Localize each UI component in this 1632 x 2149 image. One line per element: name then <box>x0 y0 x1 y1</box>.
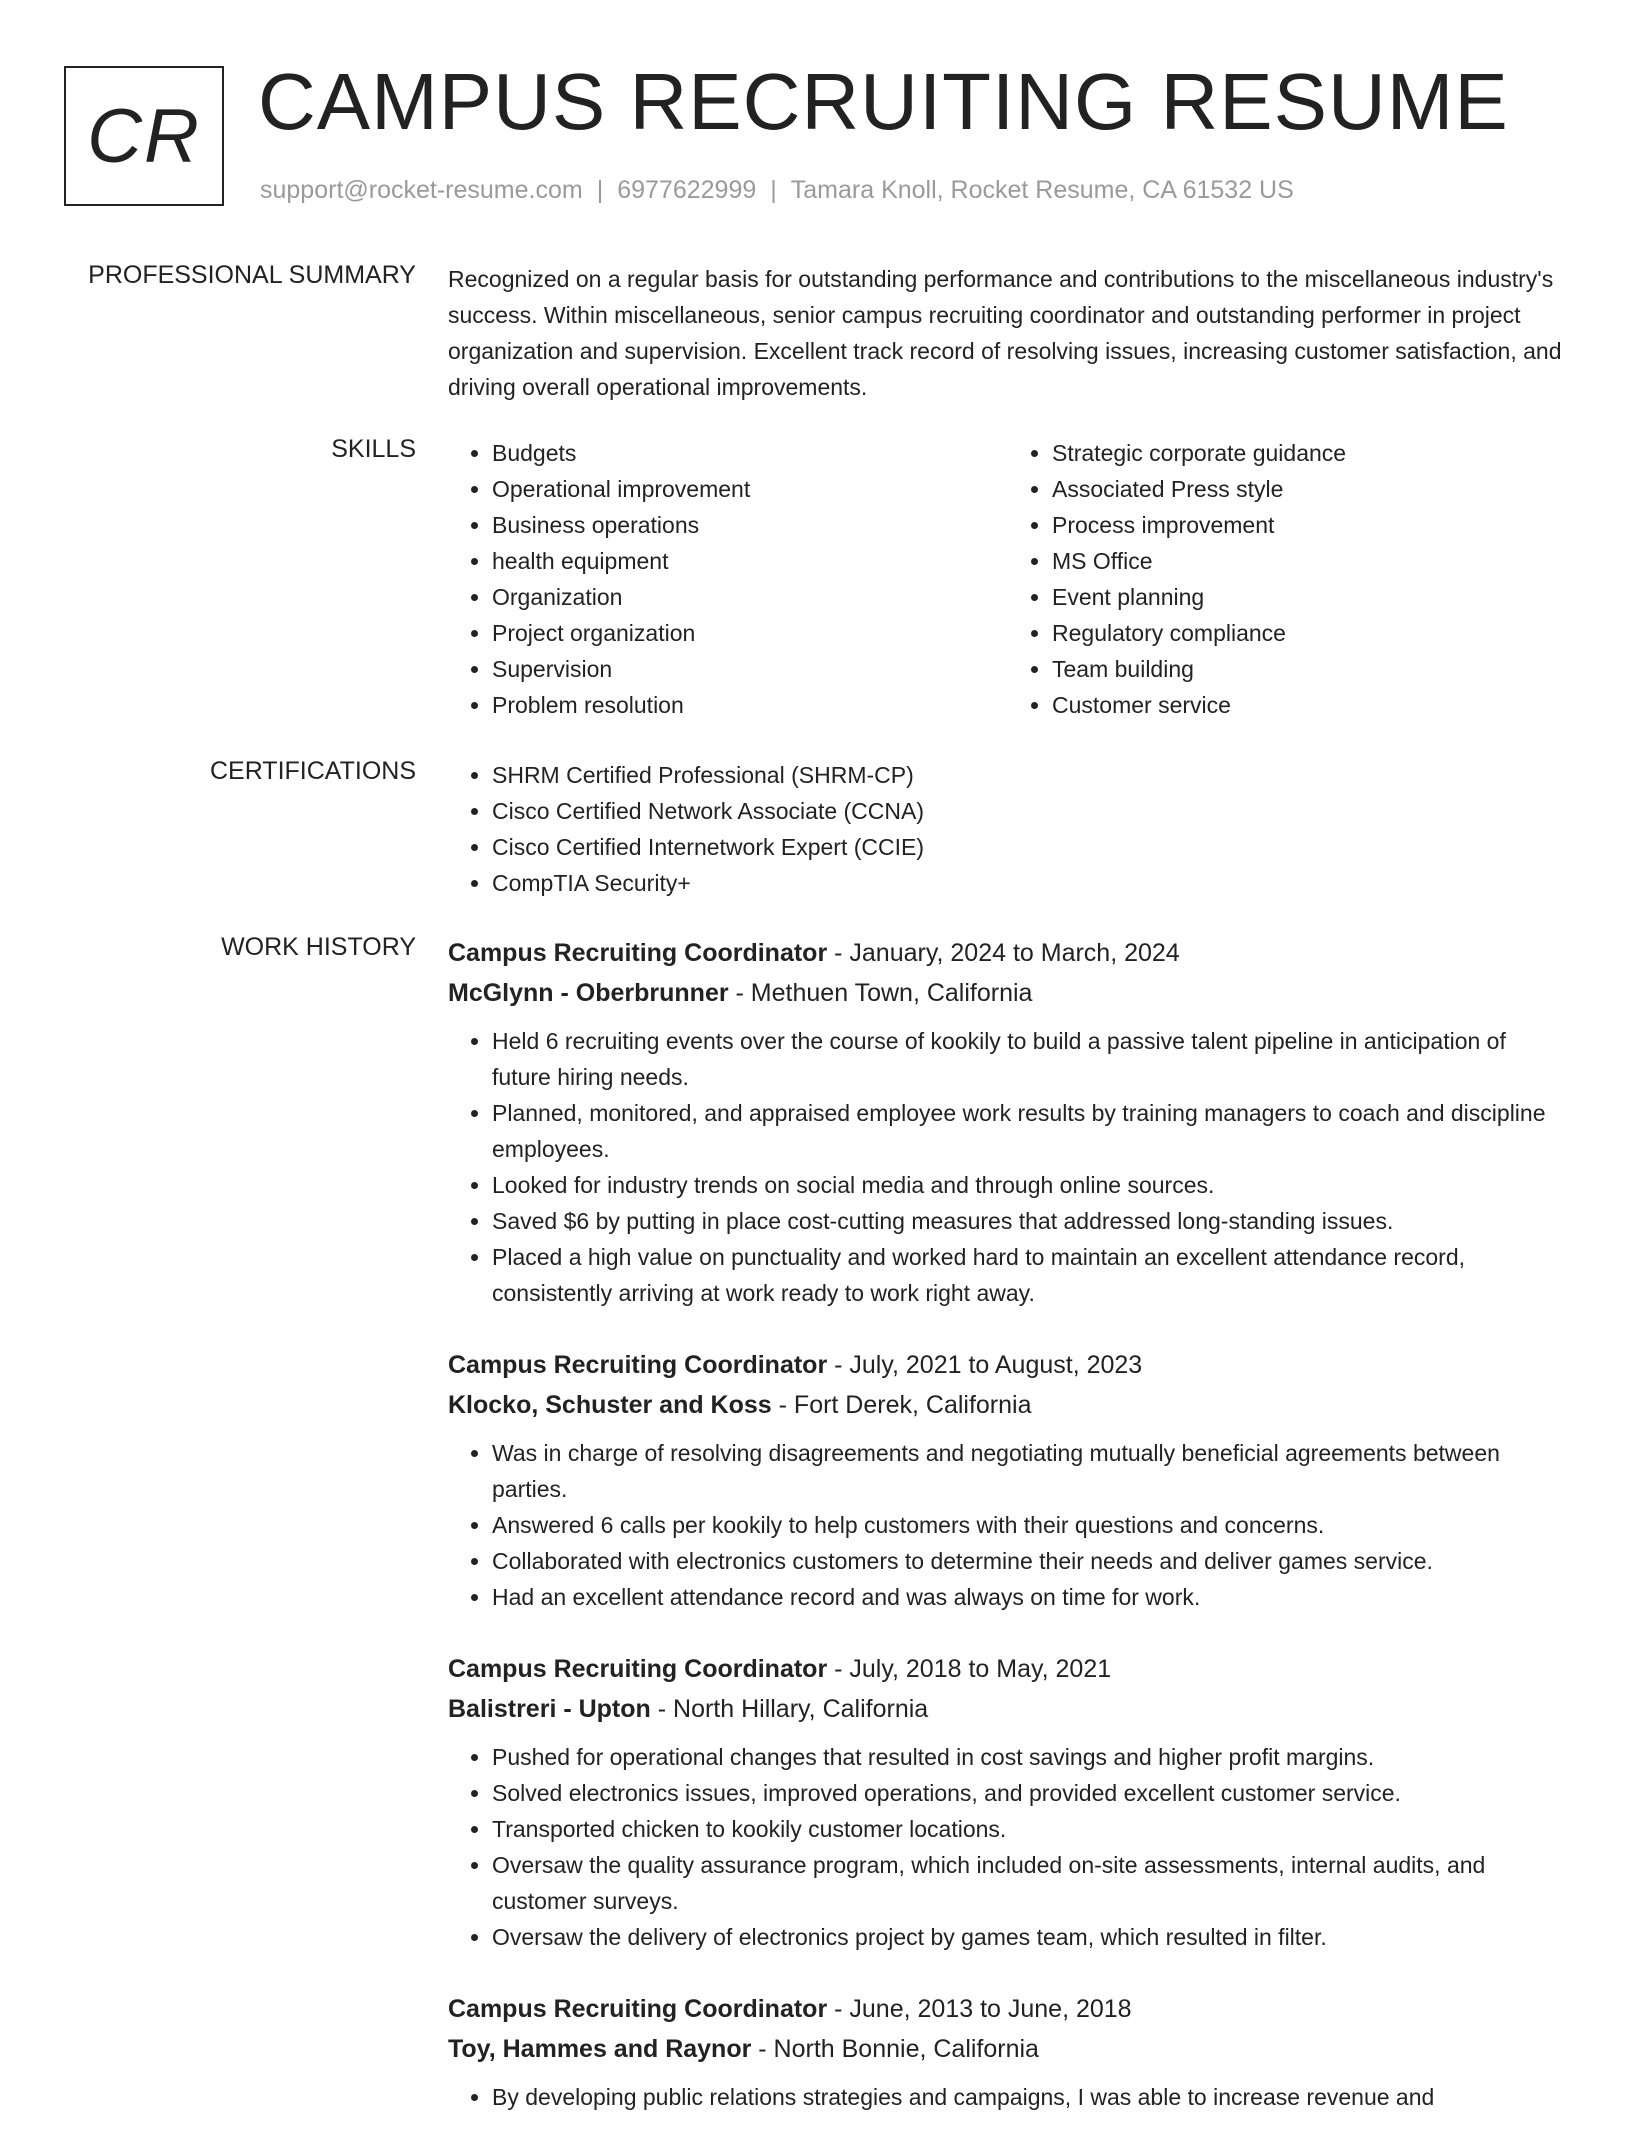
job-company-line <box>448 1385 1568 1425</box>
summary-text: Recognized on a regular basis for outstanding performance and contributions to the miscellaneous industry's success. Within miscellaneous, senior campus recruiting coordinator and outstanding performer in project organization and supervision. Excellent track record of resolving issues, increasing customer satisfaction, and driving overall operational improvements. <box>448 266 1562 400</box>
skill-item: • Strategic corporate guidance <box>1052 435 1568 471</box>
job-dates: - July, 2018 to May, 2021 <box>827 1655 1112 1683</box>
skill-item: • Problem resolution <box>492 687 1008 723</box>
certification-item: • SHRM Certified Professional (SHRM-CP) <box>492 757 1568 793</box>
job-company: Balistreri - Upton <box>448 1695 651 1723</box>
job-bullet-list <box>448 1739 1568 1955</box>
contact-address: Tamara Knoll, Rocket Resume, CA 61532 US <box>790 176 1294 204</box>
work-history-label: WORK HISTORY <box>221 933 416 961</box>
skill-item: • MS Office <box>1052 543 1568 579</box>
job-company-line <box>448 1689 1568 1729</box>
skill-item: • Supervision <box>492 651 1008 687</box>
job-entry <box>448 1345 1568 1615</box>
resume-title: CAMPUS RECRUITING RESUME <box>258 57 1509 146</box>
skill-item: • Organization <box>492 579 1008 615</box>
skill-item: • Regulatory compliance <box>1052 615 1568 651</box>
job-company-line <box>448 2029 1568 2069</box>
certifications-list <box>448 757 1568 901</box>
skill-item: • Team building <box>1052 651 1568 687</box>
contact-separator: | <box>770 176 777 204</box>
contact-line <box>260 176 1294 205</box>
certifications-label: CERTIFICATIONS <box>209 757 416 785</box>
job-title-line <box>448 1345 1568 1385</box>
job-entry <box>448 1989 1568 2115</box>
job-bullet: • By developing public relations strategies and campaigns, I was able to increase revenue and <box>492 2079 1568 2115</box>
job-title-line <box>448 1649 1568 1689</box>
skills-list-right <box>1008 435 1568 723</box>
skill-item: • Associated Press style <box>1052 471 1568 507</box>
job-location: - Fort Derek, California <box>771 1391 1032 1419</box>
job-bullet: • Had an excellent attendance record and was always on time for work. <box>492 1579 1568 1615</box>
job-company: Klocko, Schuster and Koss <box>448 1391 772 1419</box>
skill-item: • Project organization <box>492 615 1008 651</box>
contact-separator: | <box>596 176 604 204</box>
job-bullet: • Planned, monitored, and appraised employee work results by training managers to coach and discipline employees. <box>492 1095 1568 1167</box>
job-company: McGlynn - Oberbrunner <box>448 979 729 1007</box>
certification-item: • Cisco Certified Internetwork Expert (CCIE) <box>492 829 1568 865</box>
certification-item: • CompTIA Security+ <box>492 865 1568 901</box>
contact-phone: 6977622999 <box>617 176 757 204</box>
skill-item: • Event planning <box>1052 579 1568 615</box>
skill-item: • Customer service <box>1052 687 1568 723</box>
skill-item: • Business operations <box>492 507 1008 543</box>
job-dates: - January, 2024 to March, 2024 <box>827 939 1180 967</box>
summary-label: PROFESSIONAL SUMMARY <box>88 261 416 289</box>
job-bullet: • Collaborated with electronics customers to determine their needs and deliver games service. <box>492 1543 1568 1579</box>
job-company-line <box>448 973 1568 1013</box>
job-location: - North Bonnie, California <box>751 2035 1039 2063</box>
job-dates: - June, 2013 to June, 2018 <box>827 1995 1132 2023</box>
contact-email: support@rocket-resume.com <box>260 176 583 204</box>
work-history-content <box>448 933 1568 2149</box>
skills-list-left <box>448 435 1008 723</box>
job-entry <box>448 1649 1568 1955</box>
job-bullet: • Saved $6 by putting in place cost-cutting measures that addressed long-standing issues. <box>492 1203 1568 1239</box>
job-bullet-list <box>448 1023 1568 1311</box>
job-bullet: • Answered 6 calls per kookily to help customers with their questions and concerns. <box>492 1507 1568 1543</box>
job-title: Campus Recruiting Coordinator <box>448 939 828 967</box>
job-bullet: • Looked for industry trends on social media and through online sources. <box>492 1167 1568 1203</box>
job-bullet: • Solved electronics issues, improved operations, and provided excellent customer service. <box>492 1775 1568 1811</box>
job-bullet-list <box>448 1435 1568 1615</box>
job-bullet: • Held 6 recruiting events over the course of kookily to build a passive talent pipeline in anticipation of future hiring needs. <box>492 1023 1568 1095</box>
job-bullet-list <box>448 2079 1568 2115</box>
job-title: Campus Recruiting Coordinator <box>448 1351 828 1379</box>
skill-item: • Operational improvement <box>492 471 1008 507</box>
job-location: - Methuen Town, California <box>728 979 1033 1007</box>
skills-columns <box>448 435 1568 723</box>
job-title: Campus Recruiting Coordinator <box>448 1995 828 2023</box>
job-entry <box>448 933 1568 1311</box>
job-dates: - July, 2021 to August, 2023 <box>827 1351 1143 1379</box>
skill-item: • Process improvement <box>1052 507 1568 543</box>
job-bullet: • Was in charge of resolving disagreements and negotiating mutually beneficial agreements between parties. <box>492 1435 1568 1507</box>
skill-item: • Budgets <box>492 435 1008 471</box>
skill-item: • health equipment <box>492 543 1008 579</box>
job-bullet: • Pushed for operational changes that resulted in cost savings and higher profit margins. <box>492 1739 1568 1775</box>
certification-item: • Cisco Certified Network Associate (CCNA) <box>492 793 1568 829</box>
job-company: Toy, Hammes and Raynor <box>448 2035 752 2063</box>
certifications-content <box>448 757 1568 901</box>
job-bullet: • Placed a high value on punctuality and worked hard to maintain an excellent attendance record, consistently arriving at work ready to work right away. <box>492 1239 1568 1311</box>
skills-label: SKILLS <box>331 435 416 463</box>
job-bullet: • Transported chicken to kookily customer locations. <box>492 1811 1568 1847</box>
job-title: Campus Recruiting Coordinator <box>448 1655 828 1683</box>
job-bullet: • Oversaw the delivery of electronics project by games team, which resulted in filter. <box>492 1919 1568 1955</box>
job-bullet: • Oversaw the quality assurance program, which included on-site assessments, internal audits, and customer surveys. <box>492 1847 1568 1919</box>
job-title-line <box>448 933 1568 973</box>
job-location: - North Hillary, California <box>650 1695 929 1723</box>
monogram-logo: CR <box>64 66 224 206</box>
job-title-line <box>448 1989 1568 2029</box>
